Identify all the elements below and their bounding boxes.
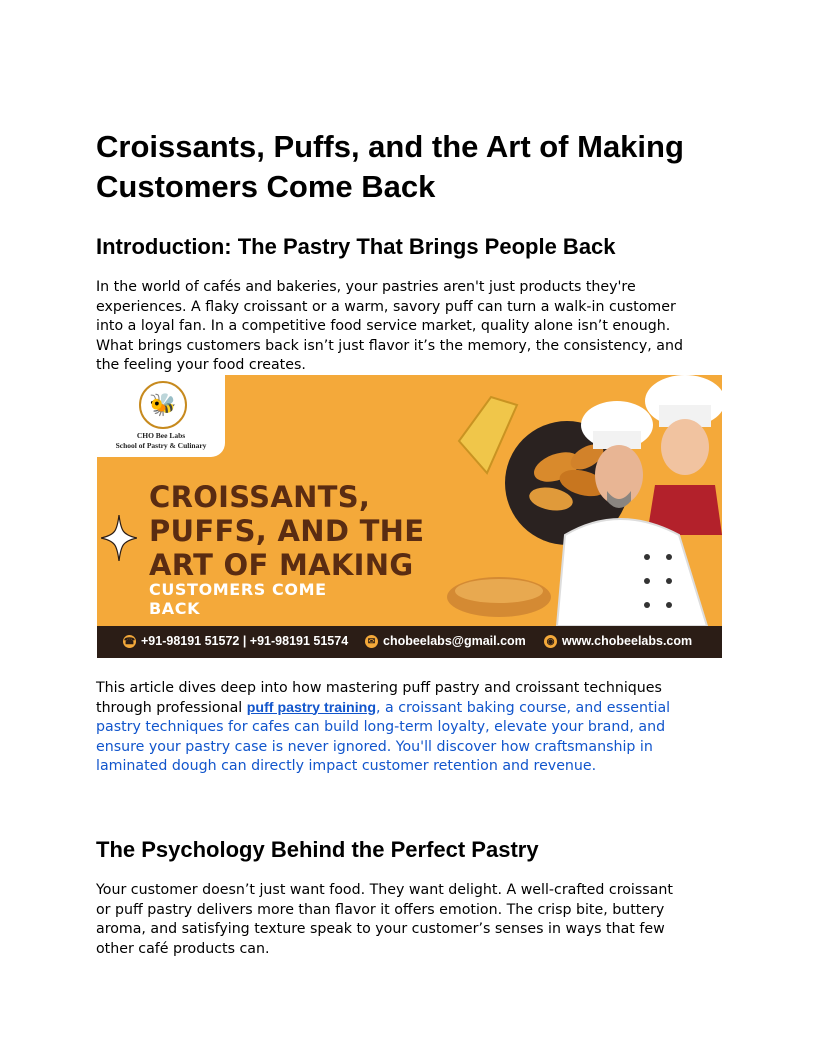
- bee-icon: 🐝: [139, 381, 187, 429]
- promo-banner-image: [97, 375, 722, 658]
- phone-text: +91-98191 51572 | +91-98191 51574: [141, 634, 349, 648]
- email-icon: ✉: [365, 635, 378, 648]
- psychology-line: aroma, and satisfying texture speak to your customer’s senses in ways that few: [96, 921, 665, 937]
- website-text: www.chobeelabs.com: [562, 634, 693, 648]
- puff-pastry-training-link[interactable]: puff pastry training: [246, 699, 377, 716]
- globe-icon: ◉: [544, 635, 557, 648]
- logo-tagline: School of Pastry & Culinary: [115, 441, 207, 450]
- psychology-line: or puff pastry delivers more than flavor it offers emotion. The crisp bite, buttery: [96, 901, 665, 918]
- psychology-heading: The Psychology Behind the Perfect Pastry: [96, 837, 539, 862]
- website-contact: [544, 634, 692, 648]
- intro-line: experiences. A flaky croissant or a warm, savory puff can turn a walk-in customer: [96, 298, 676, 315]
- article-line-prefix: through professional: [96, 699, 247, 716]
- title-line-2: Customers Come Back: [96, 169, 436, 204]
- article-line: pastry techniques for cafes can build long-term loyalty, elevate your brand, and: [96, 719, 666, 735]
- intro-line: What brings customers back isn’t just flavor it’s the memory, the consistency, and: [96, 337, 683, 354]
- title-line-1: Croissants, Puffs, and the Art of Making: [96, 129, 684, 164]
- intro-line: In the world of cafés and bakeries, your pastries aren't just products they're: [96, 279, 636, 295]
- intro-line: the feeling your food creates.: [96, 357, 306, 373]
- intro-line: into a loyal fan. In a competitive food service market, quality alone isn’t enough.: [96, 318, 671, 334]
- chefs-and-pastries-illustration: [447, 375, 722, 626]
- psychology-paragraph: [96, 881, 712, 959]
- psychology-line: other café products can.: [96, 940, 270, 957]
- banner-subheadline-line: BACK: [149, 599, 201, 618]
- page-title: [96, 127, 736, 207]
- banner-subheadline: [149, 580, 327, 618]
- logo: [97, 375, 225, 457]
- article-line: laminated dough can directly impact customer retention and revenue.: [96, 758, 597, 774]
- article-paragraph: [96, 679, 712, 777]
- banner-headline-line: ART OF MAKING: [149, 548, 414, 582]
- email-text: chobeelabs@gmail.com: [383, 634, 526, 648]
- psychology-line: Your customer doesn’t just want food. They want delight. A well-crafted croissant: [96, 882, 673, 898]
- contact-bar: [97, 626, 722, 658]
- email-contact: [365, 634, 526, 648]
- sparkle-icon: [101, 515, 137, 561]
- banner-subheadline-line: CUSTOMERS COME: [149, 580, 327, 599]
- intro-heading: Introduction: The Pastry That Brings People Back: [96, 234, 616, 259]
- banner-headline: [149, 480, 424, 582]
- article-line: ensure your pastry case is never ignored. You'll discover how craftsmanship in: [96, 738, 653, 755]
- article-line: [96, 699, 712, 719]
- intro-paragraph: [96, 278, 712, 376]
- phone-contact: [123, 634, 348, 648]
- phone-icon: ☎: [123, 635, 136, 646]
- article-line: This article dives deep into how mastering puff pastry and croissant techniques: [96, 680, 662, 696]
- banner-headline-line: CROISSANTS,: [149, 480, 371, 514]
- banner-headline-line: PUFFS, AND THE: [149, 514, 425, 548]
- logo-name: CHO Bee Labs: [136, 431, 186, 440]
- article-line-suffix: , a croissant baking course, and essential: [376, 699, 671, 716]
